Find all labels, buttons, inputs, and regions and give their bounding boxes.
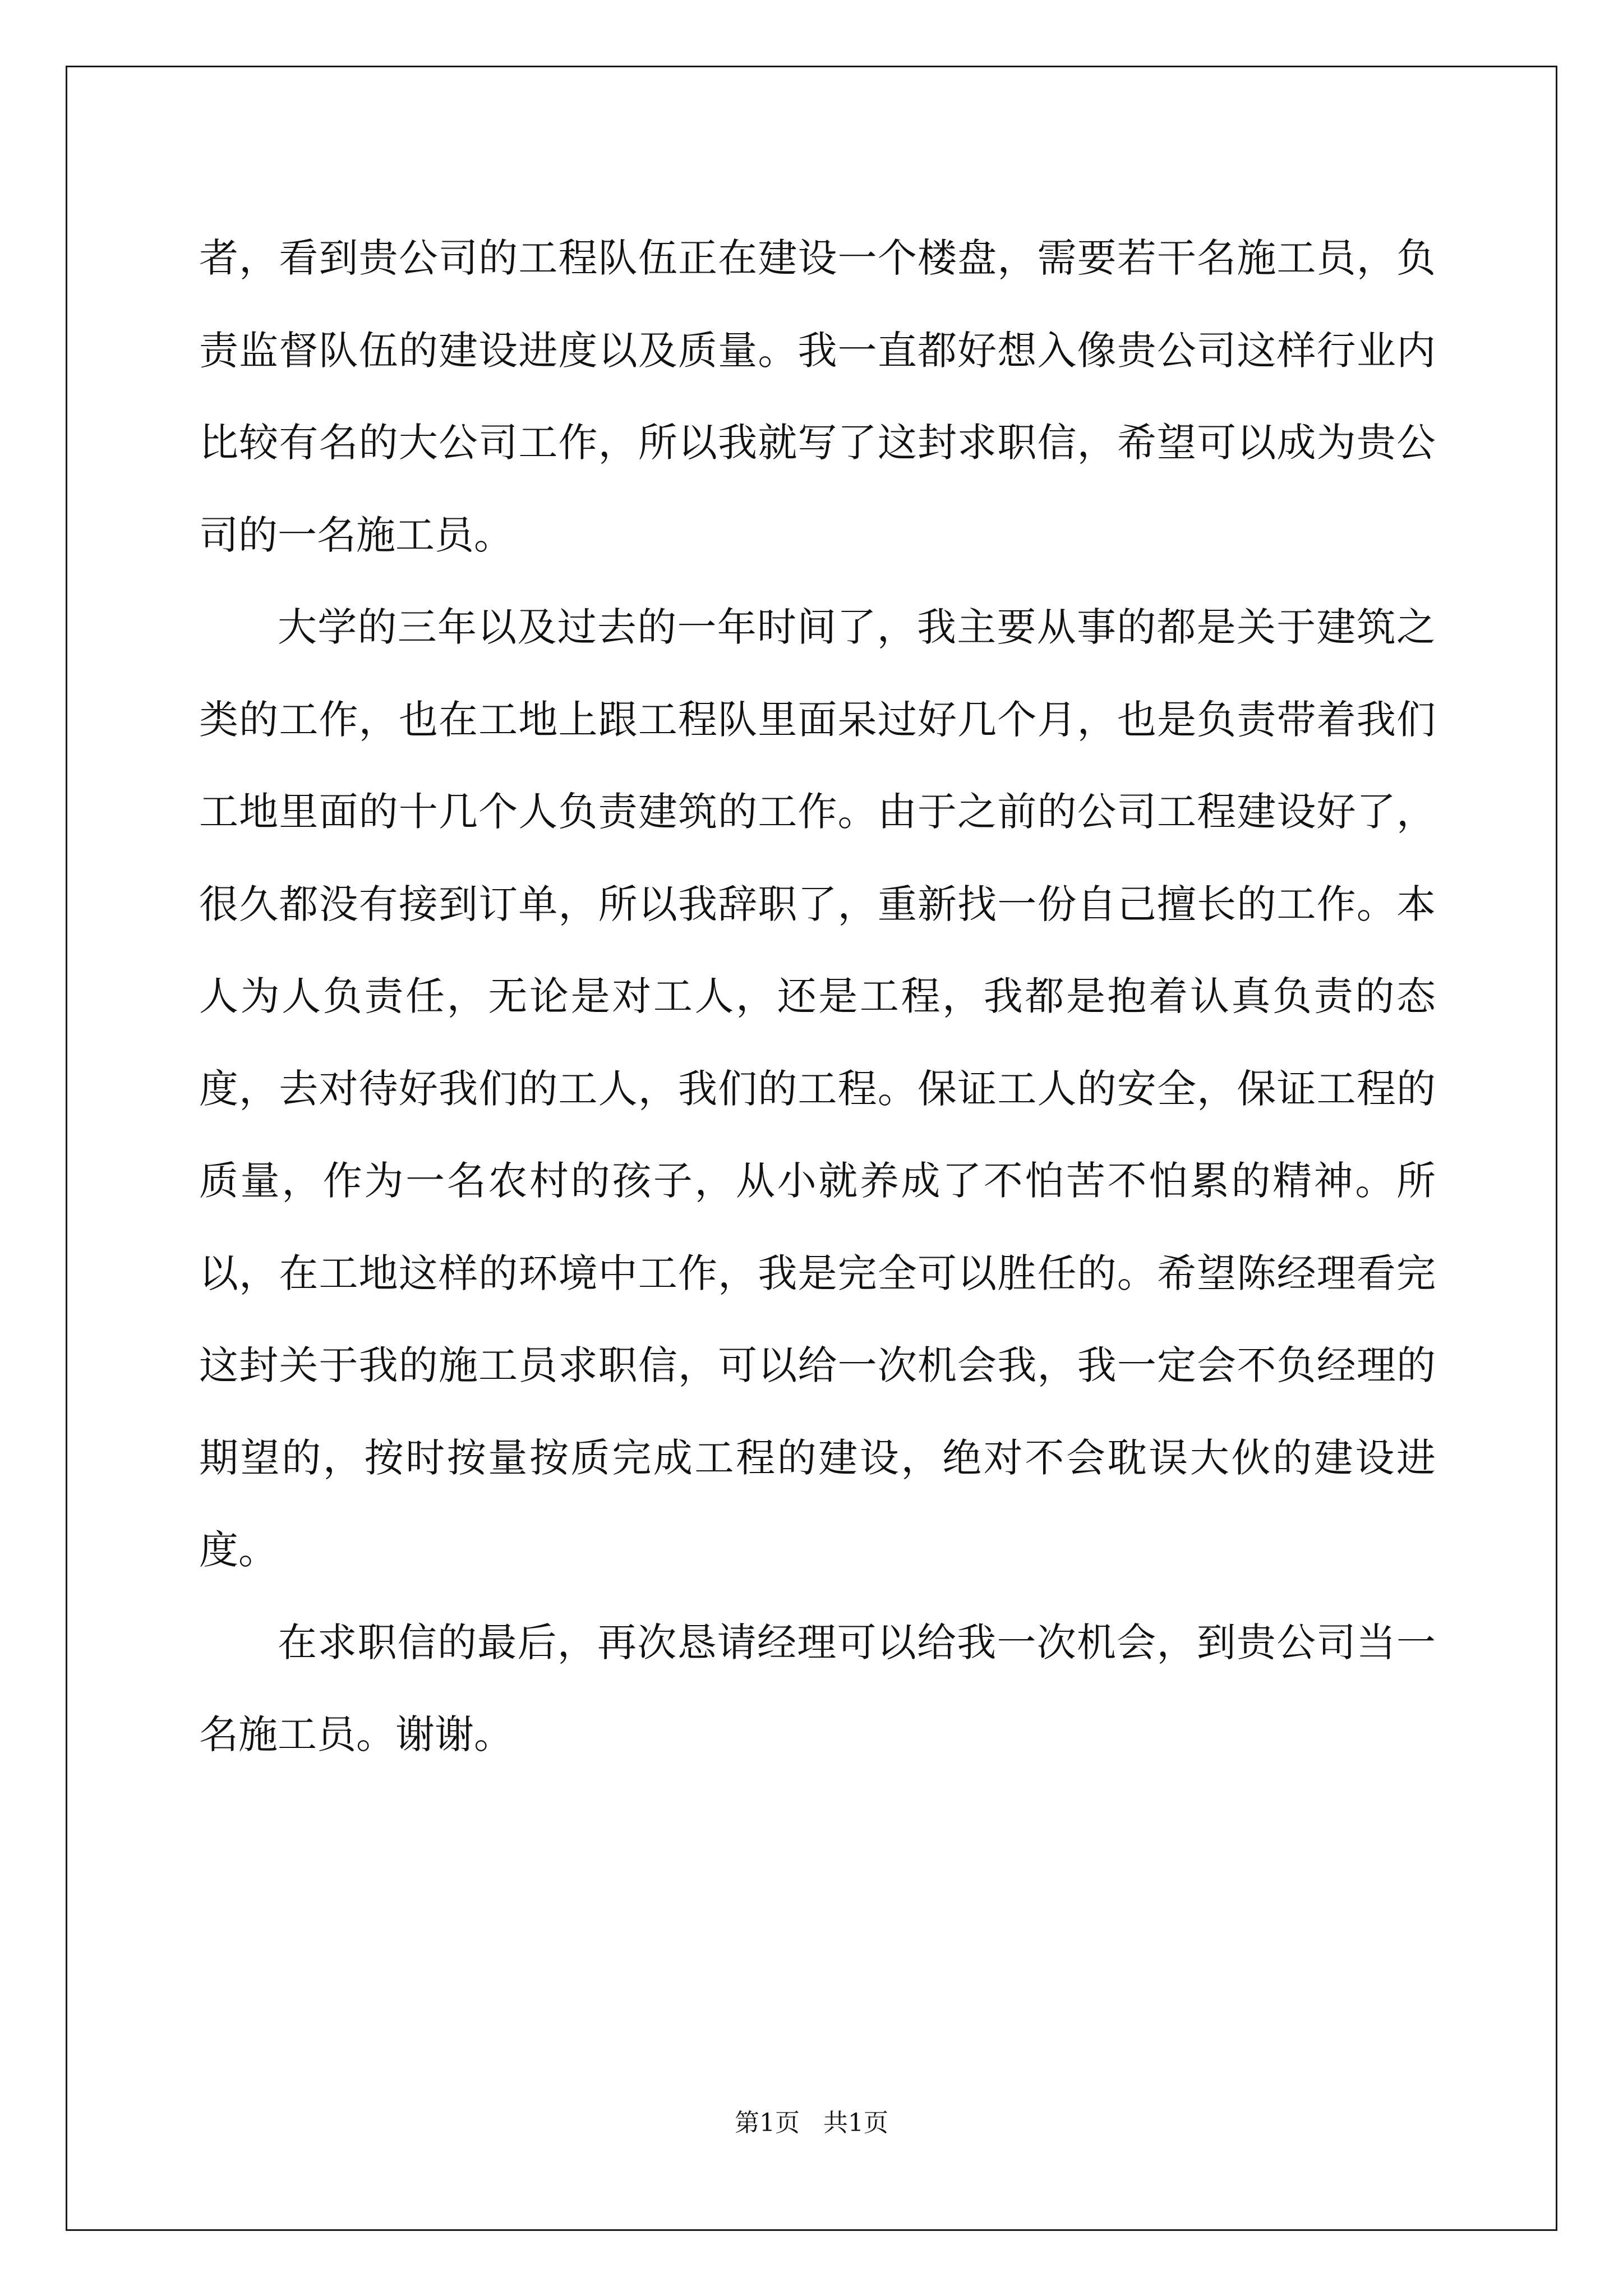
document-body — [199, 212, 1436, 1781]
paragraph-3: 在求职信的最后，再次恳请经理可以给我一次机会，到贵公司当一名施工员。谢谢。 — [199, 1619, 1436, 1757]
paragraph-1: 者，看到贵公司的工程队伍正在建设一个楼盘，需要若干名施工员，负责监督队伍的建设进度以及质量。我一直都好想入像贵公司这样行业内比较有名的大公司工作，所以我就写了这封求职信，希望可以成为贵公司的一名施工员。 — [199, 235, 1436, 558]
paragraph-2: 大学的三年以及过去的一年时间了，我主要从事的都是关于建筑之类的工作，也在工地上跟工程队里面呆过好几个月，也是负责带着我们工地里面的十几个人负责建筑的工作。由于之前的公司工程建设好了，很久都没有接到订单，所以我辞职了，重新找一份自己擅长的工作。本人为人负责任，无论是对工人，还是工程，我都是抱着认真负责的态度，去对待好我们的工人，我们的工程。保证工人的安全，保证工程的质量，作为一名农村的孩子，从小就养成了不怕苦不怕累的精神。所以，在工地这样的环境中工作，我是完全可以胜任的。希望陈经理看完这封关于我的施工员求职信，可以给一次机会我，我一定会不负经理的期望的，按时按量按质完成工程的建设，绝对不会耽误大伙的建设进度。 — [199, 604, 1436, 1573]
page-footer: 第1页 共1页 — [735, 2109, 888, 2137]
